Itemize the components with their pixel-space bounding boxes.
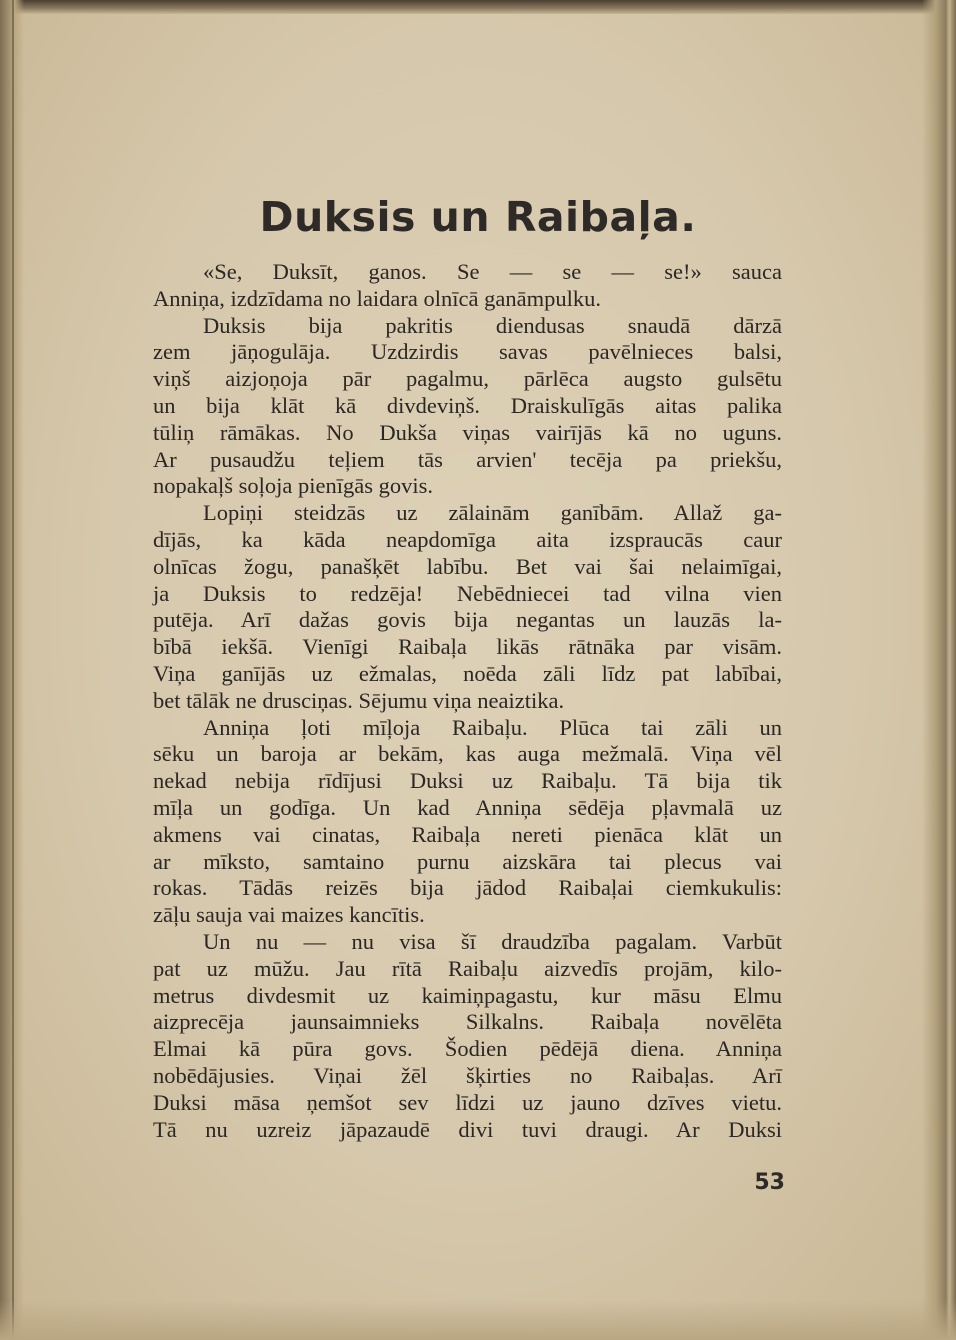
body-text: [153, 259, 782, 1143]
text-line: zāļu sauja vai maizes kancītis.: [153, 902, 425, 928]
text-line: bībā iekšā. Vienīgi Raibaļa likās rātnāka par visām.: [153, 634, 782, 660]
text-line: Duksis bija pakritis diendusas snaudā dārzā: [203, 312, 782, 338]
text-line: Ar pusaudžu teļiem tās arvien' tecēja pa priekšu,: [153, 446, 782, 472]
chapter-title: Duksis un Raibaļa.: [259, 193, 697, 241]
text-line: putēja. Arī dažas govis bija negantas un lauzās la-: [153, 607, 782, 633]
text-line: Lopiņi steidzās uz zālainām ganībām. Allaž ga-: [203, 500, 782, 526]
page-top-edge: [0, 0, 956, 14]
text-line: Tā nu uzreiz jāpazaudē divi tuvi draugi. Ar Duksi: [153, 1116, 782, 1142]
page-bottom-edge: [0, 1300, 956, 1340]
text-line: aizprecēja jaunsaimnieks Silkalns. Raibaļa novēlēta: [153, 1009, 782, 1035]
text-line: nekad nebija rīdījusi Duksi uz Raibaļu. Tā bija tik: [153, 768, 782, 794]
text-line: viņš aizjoņoja pār pagalmu, pārlēca augsto gulsētu: [153, 366, 782, 392]
text-line: nopakaļš soļoja pienīgās govis.: [153, 473, 433, 499]
text-line: olnīcas žogu, panašķēt labību. Bet vai šai nelaimīgai,: [153, 553, 782, 579]
text-line: akmens vai cinatas, Raibaļa nereti pienāca klāt un: [153, 821, 782, 847]
text-line: nobēdājusies. Viņai žēl šķirties no Raibaļas. Arī: [153, 1062, 782, 1088]
text-line: ar mīksto, samtaino purnu aizskāra tai plecus vai: [153, 848, 782, 874]
text-line: sēku un baroja ar bekām, kas auga mežmalā. Viņa vēl: [153, 741, 782, 767]
text-line: un bija klāt kā divdeviņš. Draiskulīgās aitas palika: [153, 392, 782, 418]
text-line: Anniņa, izdzīdama no laidara olnīcā ganāmpulku.: [153, 285, 601, 311]
text-line: bet tālāk ne drusciņas. Sējumu viņa neaiztika.: [153, 687, 565, 713]
text-line: mīļa un godīga. Un kad Anniņa sēdēja pļavmalā uz: [153, 794, 782, 820]
text-line: Un nu — nu visa šī draudzība pagalam. Varbūt: [203, 928, 782, 954]
text-line: Anniņa ļoti mīļoja Raibaļu. Plūca tai zāli un: [203, 714, 782, 740]
text-line: Duksi māsa ņemšot sev līdzi uz jauno dzīves vietu.: [153, 1089, 782, 1115]
text-line: zem jāņogulāja. Uzdzirdis savas pavēlnieces balsi,: [153, 339, 782, 365]
text-line: Elmai kā pūra govs. Šodien pēdējā diena. Anniņa: [153, 1036, 782, 1062]
text-line: «Se, Duksīt, ganos. Se — se — se!» sauca: [203, 259, 782, 284]
text-line: tūliņ rāmākas. No Dukša viņas vairījās kā no uguns.: [153, 419, 782, 445]
text-line: Viņa ganījās uz ežmalas, noēda zāli līdz pat labībai,: [153, 660, 782, 686]
text-line: ja Duksis to redzēja! Nebēdniecei tad vilna vien: [153, 580, 782, 606]
page-number: 53: [754, 1170, 785, 1195]
text-line: pat uz mūžu. Jau rītā Raibaļu aizvedīs projām, kilo-: [153, 955, 782, 981]
text-line: rokas. Tādās reizēs bija jādod Raibaļai ciemkukulis:: [153, 875, 782, 901]
text-line: dījās, ka kāda neapdomīga aita izspraucās caur: [153, 526, 782, 552]
text-line: metrus divdesmit uz kaimiņpagastu, kur māsu Elmu: [153, 982, 782, 1008]
